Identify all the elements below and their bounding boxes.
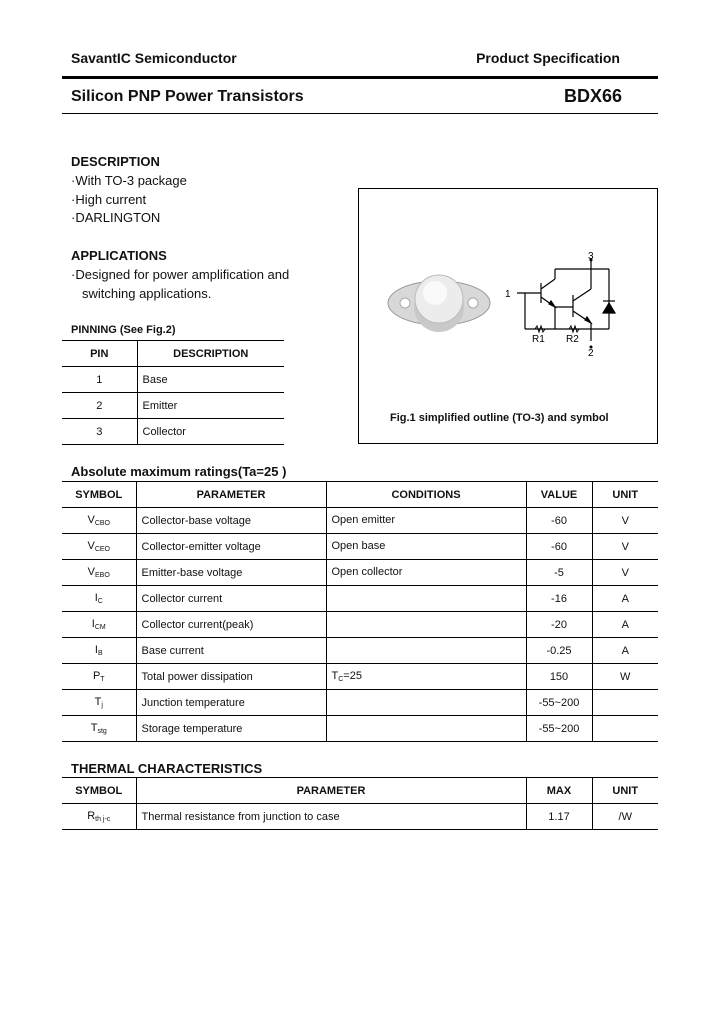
unit-cell — [592, 690, 658, 716]
symbol-column-header: SYMBOL — [62, 778, 136, 804]
conditions-cell — [326, 560, 526, 586]
symbol-subscript: B — [97, 650, 103, 657]
symbol-cell — [62, 612, 136, 638]
ratings-heading: Absolute maximum ratings(Ta=25 ) — [71, 464, 287, 479]
applications-item: switching applications. — [82, 286, 212, 301]
pinning-table — [62, 340, 284, 445]
symbol-cell — [62, 508, 136, 534]
pin-description: Base — [137, 367, 284, 393]
title-divider — [62, 113, 658, 114]
conditions-cell — [326, 586, 526, 612]
table-row — [62, 393, 284, 419]
unit-column-header: UNIT — [592, 482, 658, 508]
condition-text: Open emitter — [331, 514, 396, 526]
pin-column-header: PIN — [62, 341, 137, 367]
symbol-text: V — [87, 566, 96, 578]
r2-label: R2 — [566, 334, 579, 345]
pin-number: 2 — [62, 393, 137, 419]
conditions-column-header: CONDITIONS — [326, 482, 526, 508]
value-cell: -60 — [526, 534, 592, 560]
conditions-cell — [326, 664, 526, 690]
parameter-cell: Base current — [136, 638, 326, 664]
table-row — [62, 508, 658, 534]
symbol-cell — [62, 716, 136, 742]
symbol-text: V — [87, 540, 95, 552]
parameter-cell: Collector-base voltage — [136, 508, 326, 534]
symbol-subscript: stg — [97, 728, 107, 735]
symbol-subscript: CEO — [94, 546, 110, 553]
symbol-text: T — [94, 696, 102, 708]
table-row — [62, 690, 658, 716]
applications-heading: APPLICATIONS — [71, 248, 167, 263]
symbol-text: I — [94, 644, 98, 656]
symbol-cell — [62, 664, 136, 690]
table-row — [62, 560, 658, 586]
table-row — [62, 716, 658, 742]
to3-outline-and-symbol — [359, 189, 659, 445]
value-cell: -16 — [526, 586, 592, 612]
figure-box — [358, 188, 658, 444]
value-cell: -20 — [526, 612, 592, 638]
symbol-column-header: SYMBOL — [62, 482, 136, 508]
to3-package-illustration — [388, 275, 490, 332]
condition-text: Open collector — [331, 566, 403, 578]
pin-number: 1 — [62, 367, 137, 393]
description-heading: DESCRIPTION — [71, 154, 160, 169]
table-row — [62, 367, 284, 393]
symbol-text: R — [87, 810, 96, 822]
symbol-text: I — [94, 592, 98, 604]
table-row — [62, 638, 658, 664]
description-item: ·With TO-3 package — [71, 173, 187, 188]
pin-description: Collector — [137, 419, 284, 445]
value-cell: 150 — [526, 664, 592, 690]
symbol-cell — [62, 638, 136, 664]
pin-description-column-header: DESCRIPTION — [137, 341, 284, 367]
unit-cell: V — [592, 560, 658, 586]
symbol-cell — [62, 560, 136, 586]
value-cell: -55~200 — [526, 716, 592, 742]
conditions-cell — [326, 508, 526, 534]
parameter-cell: Collector current — [136, 586, 326, 612]
parameter-cell: Emitter-base voltage — [136, 560, 326, 586]
symbol-text: V — [87, 514, 95, 526]
symbol-cell — [62, 690, 136, 716]
symbol-text: P — [92, 670, 101, 682]
condition-subscript: C — [338, 676, 344, 683]
parameter-cell: Thermal resistance from junction to case — [136, 804, 526, 830]
unit-cell: /W — [592, 804, 658, 830]
max-column-header: MAX — [526, 778, 592, 804]
unit-column-header: UNIT — [592, 778, 658, 804]
conditions-cell — [326, 638, 526, 664]
table-row — [62, 664, 658, 690]
applications-item: ·Designed for power amplification and — [71, 267, 290, 282]
description-item: ·High current — [71, 192, 147, 207]
symbol-subscript: EBO — [95, 572, 110, 579]
header-divider — [62, 76, 658, 79]
unit-cell: V — [592, 508, 658, 534]
unit-cell: A — [592, 612, 658, 638]
product-title: Silicon PNP Power Transistors — [71, 88, 304, 105]
condition-text: T — [331, 670, 339, 682]
conditions-cell — [326, 612, 526, 638]
pin1-label: 1 — [505, 289, 511, 300]
symbol-text: I — [91, 618, 95, 630]
symbol-cell — [62, 804, 136, 830]
description-item: ·DARLINGTON — [71, 210, 161, 225]
thermal-table — [62, 777, 658, 830]
condition-tail: =25 — [343, 670, 362, 682]
symbol-text: T — [90, 722, 98, 734]
value-cell: -0.25 — [526, 638, 592, 664]
part-number: BDX66 — [563, 86, 622, 106]
unit-cell: A — [592, 638, 658, 664]
company-name: SavantIC Semiconductor — [71, 50, 237, 66]
symbol-cell — [62, 586, 136, 612]
symbol-subscript: CM — [94, 624, 106, 631]
parameter-cell: Total power dissipation — [136, 664, 326, 690]
max-cell: 1.17 — [526, 804, 592, 830]
table-row — [62, 534, 658, 560]
conditions-cell — [326, 534, 526, 560]
ratings-table — [62, 481, 658, 742]
symbol-subscript: T — [100, 676, 105, 683]
parameter-column-header: PARAMETER — [136, 778, 526, 804]
darlington-symbol — [517, 261, 615, 341]
pin-description: Emitter — [137, 393, 284, 419]
document-type: Product Specification — [476, 50, 620, 66]
value-cell: -5 — [526, 560, 592, 586]
symbol-subscript: C — [97, 598, 103, 605]
table-row — [62, 586, 658, 612]
value-column-header: VALUE — [526, 482, 592, 508]
conditions-cell — [326, 690, 526, 716]
thermal-heading: THERMAL CHARACTERISTICS — [71, 761, 263, 776]
parameter-cell: Junction temperature — [136, 690, 326, 716]
unit-cell — [592, 716, 658, 742]
symbol-subscript: j — [101, 702, 103, 709]
pinning-heading: PINNING (See Fig.2) — [71, 324, 176, 336]
parameter-cell: Collector current(peak) — [136, 612, 326, 638]
symbol-subscript: th j-c — [95, 816, 111, 823]
pin-number: 3 — [62, 419, 137, 445]
parameter-cell: Collector-emitter voltage — [136, 534, 326, 560]
value-cell: -55~200 — [526, 690, 592, 716]
table-row — [62, 419, 284, 445]
symbol-cell — [62, 534, 136, 560]
r1-label: R1 — [532, 334, 545, 345]
value-cell: -60 — [526, 508, 592, 534]
conditions-cell — [326, 716, 526, 742]
unit-cell: A — [592, 586, 658, 612]
figure-caption: Fig.1 simplified outline (TO-3) and symbol — [390, 412, 609, 424]
table-row — [62, 804, 658, 830]
pin2-label: 2 — [588, 348, 594, 359]
unit-cell: V — [592, 534, 658, 560]
parameter-cell: Storage temperature — [136, 716, 326, 742]
unit-cell: W — [592, 664, 658, 690]
table-row — [62, 612, 658, 638]
pin3-label: 3 — [588, 251, 594, 262]
symbol-subscript: CBO — [94, 520, 110, 527]
parameter-column-header: PARAMETER — [136, 482, 326, 508]
condition-text: Open base — [331, 540, 386, 552]
